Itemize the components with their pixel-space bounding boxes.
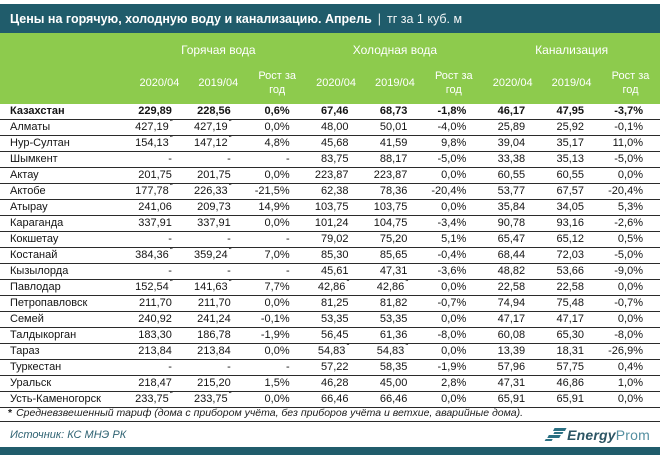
weighted-tariff-marker: * (405, 343, 409, 351)
region-name: Талдыкорган (0, 328, 130, 344)
price-cell: 337,91 (189, 216, 248, 232)
price-cell: 241,06 (130, 200, 189, 216)
price-cell: 152,54* (130, 280, 189, 296)
col-header: Рост за год (248, 62, 307, 104)
price-cell: 103,75 (307, 200, 366, 216)
price-cell: 241,24 (189, 312, 248, 328)
growth-cell: 0,0% (248, 168, 307, 184)
price-cell: 53,66 (542, 264, 601, 280)
footnote-marker: * (8, 406, 13, 419)
price-cell: 39,04 (483, 136, 542, 152)
price-cell: 183,30 (130, 328, 189, 344)
growth-cell: 0,0% (248, 344, 307, 360)
growth-cell: 11,0% (601, 136, 660, 152)
growth-cell: 9,8% (424, 136, 483, 152)
price-cell: 46,28 (307, 376, 366, 392)
region-name: Актобе (0, 184, 130, 200)
region-name: Атырау (0, 200, 130, 216)
growth-cell: 0,0% (601, 168, 660, 184)
growth-cell: -20,4% (601, 184, 660, 200)
price-cell: 85,65 (366, 248, 425, 264)
table-row (0, 360, 660, 376)
table-row (0, 136, 660, 152)
price-cell: 60,08 (483, 328, 542, 344)
table-row (0, 296, 660, 312)
title-unit: тг за 1 куб. м (387, 11, 463, 26)
table-row (0, 264, 660, 280)
growth-cell: -20,4% (424, 184, 483, 200)
growth-cell: 7,7% (248, 280, 307, 296)
growth-cell: -0,1% (248, 312, 307, 328)
price-cell: 233,75* (189, 392, 248, 408)
region-name: Алматы (0, 120, 130, 136)
col-header: 2019/04 (189, 62, 248, 104)
price-cell: 66,46 (366, 392, 425, 408)
growth-cell: 5,1% (424, 232, 483, 248)
price-cell: 177,78* (130, 184, 189, 200)
price-cell: 229,89 (130, 104, 189, 120)
price-cell: 50,01 (366, 120, 425, 136)
price-cell: 154,13* (130, 136, 189, 152)
table-row (0, 104, 660, 120)
table-body (0, 104, 660, 408)
price-cell: 18,31 (542, 344, 601, 360)
growth-cell: 0,4% (601, 360, 660, 376)
price-cell: 48,82 (483, 264, 542, 280)
logo-text-prom: Prom (615, 427, 650, 443)
region-name: Шымкент (0, 152, 130, 168)
price-cell: 74,94 (483, 296, 542, 312)
price-cell: 65,91 (483, 392, 542, 408)
growth-cell: 0,0% (601, 280, 660, 296)
price-cell: - (130, 264, 189, 280)
price-cell: 46,86 (542, 376, 601, 392)
growth-cell: -3,6% (424, 264, 483, 280)
table-row (0, 168, 660, 184)
price-cell: 65,30 (542, 328, 601, 344)
price-cell: 56,45 (307, 328, 366, 344)
price-cell: 42,86* (366, 280, 425, 296)
price-cell: 47,17 (483, 312, 542, 328)
growth-cell: -1,9% (248, 328, 307, 344)
growth-cell: -9,0% (601, 264, 660, 280)
group-header-cold-water: Холодная вода (307, 33, 484, 62)
price-cell: 209,73 (189, 200, 248, 216)
price-cell: 213,84 (130, 344, 189, 360)
growth-cell: - (248, 232, 307, 248)
table-row (0, 184, 660, 200)
growth-cell: 0,0% (248, 216, 307, 232)
table-row (0, 312, 660, 328)
price-cell: 45,00 (366, 376, 425, 392)
price-cell: 337,91 (130, 216, 189, 232)
weighted-tariff-marker: * (169, 247, 173, 255)
table-row (0, 280, 660, 296)
price-cell: 186,78 (189, 328, 248, 344)
price-cell: 35,84 (483, 200, 542, 216)
growth-cell: -2,6% (601, 216, 660, 232)
region-name: Туркестан (0, 360, 130, 376)
price-cell: 54,83* (307, 344, 366, 360)
weighted-tariff-marker: * (346, 279, 350, 287)
weighted-tariff-marker: * (169, 391, 173, 399)
price-cell: - (189, 264, 248, 280)
growth-cell: -1,8% (424, 104, 483, 120)
weighted-tariff-marker: * (228, 391, 232, 399)
price-cell: 54,83* (366, 344, 425, 360)
price-cell: 67,57 (542, 184, 601, 200)
price-cell: 103,75 (366, 200, 425, 216)
growth-cell: -21,5% (248, 184, 307, 200)
price-cell: 53,35 (307, 312, 366, 328)
growth-cell: 0,6% (248, 104, 307, 120)
price-cell: 101,24 (307, 216, 366, 232)
growth-cell: -0,4% (424, 248, 483, 264)
growth-cell: 0,0% (424, 280, 483, 296)
price-cell: 42,86* (307, 280, 366, 296)
weighted-tariff-marker: * (169, 135, 173, 143)
price-cell: 85,30 (307, 248, 366, 264)
region-name: Уральск (0, 376, 130, 392)
source-label: Источник: КС МНЭ РК (10, 429, 127, 441)
price-cell: 228,56 (189, 104, 248, 120)
price-cell: - (130, 152, 189, 168)
region-name: Тараз (0, 344, 130, 360)
price-cell: 211,70 (130, 296, 189, 312)
growth-cell: -0,7% (424, 296, 483, 312)
price-cell: 48,00 (307, 120, 366, 136)
growth-cell: 0,0% (424, 168, 483, 184)
price-cell: 33,38 (483, 152, 542, 168)
price-cell: 384,36* (130, 248, 189, 264)
growth-cell: -8,0% (424, 328, 483, 344)
table-row (0, 376, 660, 392)
price-cell: 240,92 (130, 312, 189, 328)
price-cell: 201,75 (130, 168, 189, 184)
logo-text-energy: Energy (567, 427, 616, 443)
price-cell: 66,46 (307, 392, 366, 408)
price-cell: - (130, 232, 189, 248)
growth-cell: 0,0% (248, 120, 307, 136)
region-name: Нур-Султан (0, 136, 130, 152)
price-cell: 81,82 (366, 296, 425, 312)
weighted-tariff-marker: * (228, 183, 232, 191)
weighted-tariff-marker: * (346, 343, 350, 351)
growth-cell: -3,4% (424, 216, 483, 232)
price-cell: 65,12 (542, 232, 601, 248)
group-header-row (0, 33, 660, 62)
table-row (0, 248, 660, 264)
energyprom-logo (548, 427, 650, 443)
table-row (0, 152, 660, 168)
weighted-tariff-marker: * (228, 119, 232, 127)
region-name: Семей (0, 312, 130, 328)
price-cell: 25,92 (542, 120, 601, 136)
price-cell: 78,36 (366, 184, 425, 200)
table-row (0, 344, 660, 360)
price-cell: 75,20 (366, 232, 425, 248)
growth-cell: - (248, 360, 307, 376)
price-cell: 81,25 (307, 296, 366, 312)
region-name: Кокшетау (0, 232, 130, 248)
growth-cell: -3,7% (601, 104, 660, 120)
price-cell: 427,19* (189, 120, 248, 136)
title-bar (0, 4, 660, 33)
region-name: Усть-Каменогорск (0, 392, 130, 408)
growth-cell: 0,0% (424, 344, 483, 360)
price-cell: 75,48 (542, 296, 601, 312)
table-row (0, 232, 660, 248)
price-cell: - (189, 360, 248, 376)
growth-cell: -0,1% (601, 120, 660, 136)
prices-table (0, 33, 660, 408)
price-cell: - (189, 232, 248, 248)
growth-cell: 0,0% (601, 392, 660, 408)
growth-cell: -5,0% (601, 248, 660, 264)
col-header: 2020/04 (130, 62, 189, 104)
growth-cell: -4,0% (424, 120, 483, 136)
price-cell: 83,75 (307, 152, 366, 168)
price-cell: 223,87 (307, 168, 366, 184)
price-cell: 72,03 (542, 248, 601, 264)
price-cell: 68,73 (366, 104, 425, 120)
growth-cell: -5,0% (424, 152, 483, 168)
region-column-header (0, 33, 130, 62)
table-row (0, 216, 660, 232)
price-cell: 62,38 (307, 184, 366, 200)
growth-cell: -5,0% (601, 152, 660, 168)
price-cell: 226,33* (189, 184, 248, 200)
growth-cell: 1,0% (601, 376, 660, 392)
growth-cell: 5,3% (601, 200, 660, 216)
price-cell: 47,95 (542, 104, 601, 120)
sub-header-row (0, 62, 660, 104)
price-cell: 223,87 (366, 168, 425, 184)
price-cell: 201,75 (189, 168, 248, 184)
price-cell: 34,05 (542, 200, 601, 216)
region-name: Казахстан (0, 104, 130, 120)
growth-cell: 0,0% (424, 200, 483, 216)
growth-cell: 0,5% (601, 232, 660, 248)
growth-cell: 2,8% (424, 376, 483, 392)
weighted-tariff-marker: * (169, 183, 173, 191)
price-cell: 67,46 (307, 104, 366, 120)
growth-cell: 7,0% (248, 248, 307, 264)
price-cell: 141,63* (189, 280, 248, 296)
price-cell: 61,36 (366, 328, 425, 344)
col-header: 2020/04 (307, 62, 366, 104)
page-title: Цены на горячую, холодную воду и канализацию. Апрель (10, 11, 372, 26)
price-cell: 213,84 (189, 344, 248, 360)
price-cell: 427,19* (130, 120, 189, 136)
growth-cell: 0,0% (248, 296, 307, 312)
growth-cell: 0,0% (601, 312, 660, 328)
region-name: Караганда (0, 216, 130, 232)
price-cell: 359,24* (189, 248, 248, 264)
footnote (0, 404, 660, 422)
price-cell: 53,35 (366, 312, 425, 328)
region-name: Петропавловск (0, 296, 130, 312)
region-name: Костанай (0, 248, 130, 264)
growth-cell: -26,9% (601, 344, 660, 360)
region-name: Кызылорда (0, 264, 130, 280)
region-column-subheader (0, 62, 130, 104)
table-row (0, 120, 660, 136)
region-name: Павлодар (0, 280, 130, 296)
price-cell: 233,75* (130, 392, 189, 408)
growth-cell: 1,5% (248, 376, 307, 392)
price-cell: 57,22 (307, 360, 366, 376)
footnote-text: Средневзвешенный тариф (дома с прибором учёта, без приборов учёта и ветхие, аварийные дома). (16, 406, 524, 419)
price-cell: 47,17 (542, 312, 601, 328)
price-cell: 104,75 (366, 216, 425, 232)
price-cell: - (189, 152, 248, 168)
col-header: 2019/04 (366, 62, 425, 104)
price-cell: 90,78 (483, 216, 542, 232)
growth-cell: 0,0% (248, 392, 307, 408)
price-cell: - (130, 360, 189, 376)
price-cell: 60,55 (483, 168, 542, 184)
title-separator: | (377, 11, 381, 26)
price-cell: 60,55 (542, 168, 601, 184)
price-cell: 65,91 (542, 392, 601, 408)
weighted-tariff-marker: * (405, 279, 409, 287)
price-cell: 79,02 (307, 232, 366, 248)
price-cell: 13,39 (483, 344, 542, 360)
col-header: 2020/04 (483, 62, 542, 104)
weighted-tariff-marker: * (228, 279, 232, 287)
price-cell: 35,17 (542, 136, 601, 152)
price-cell: 46,17 (483, 104, 542, 120)
price-cell: 147,12* (189, 136, 248, 152)
growth-cell: - (248, 264, 307, 280)
price-cell: 57,75 (542, 360, 601, 376)
price-cell: 45,68 (307, 136, 366, 152)
growth-cell: 14,9% (248, 200, 307, 216)
price-cell: 25,89 (483, 120, 542, 136)
growth-cell: - (248, 152, 307, 168)
price-cell: 211,70 (189, 296, 248, 312)
price-cell: 57,96 (483, 360, 542, 376)
col-header: 2019/04 (542, 62, 601, 104)
weighted-tariff-marker: * (228, 247, 232, 255)
table-row (0, 328, 660, 344)
price-cell: 65,47 (483, 232, 542, 248)
bottom-accent-bar (0, 447, 660, 455)
weighted-tariff-marker: * (228, 135, 232, 143)
col-header: Рост за год (601, 62, 660, 104)
growth-cell: 0,0% (424, 312, 483, 328)
col-header: Рост за год (424, 62, 483, 104)
price-cell: 68,44 (483, 248, 542, 264)
growth-cell: 0,0% (424, 392, 483, 408)
weighted-tariff-marker: * (169, 119, 173, 127)
price-cell: 215,20 (189, 376, 248, 392)
region-name: Актау (0, 168, 130, 184)
source-row (0, 424, 660, 446)
weighted-tariff-marker: * (169, 279, 173, 287)
price-cell: 45,61 (307, 264, 366, 280)
energyprom-bars-icon (545, 428, 567, 441)
price-cell: 58,35 (366, 360, 425, 376)
table-row (0, 200, 660, 216)
price-cell: 53,77 (483, 184, 542, 200)
price-cell: 22,58 (542, 280, 601, 296)
group-header-sewerage: Канализация (483, 33, 660, 62)
group-header-hot-water: Горячая вода (130, 33, 307, 62)
growth-cell: -1,9% (424, 360, 483, 376)
growth-cell: -8,0% (601, 328, 660, 344)
growth-cell: 4,8% (248, 136, 307, 152)
price-cell: 93,16 (542, 216, 601, 232)
price-cell: 41,59 (366, 136, 425, 152)
growth-cell: -0,7% (601, 296, 660, 312)
price-cell: 47,31 (483, 376, 542, 392)
price-cell: 35,13 (542, 152, 601, 168)
table-header (0, 33, 660, 104)
price-cell: 22,58 (483, 280, 542, 296)
price-cell: 88,17 (366, 152, 425, 168)
price-cell: 218,47 (130, 376, 189, 392)
price-cell: 47,31 (366, 264, 425, 280)
